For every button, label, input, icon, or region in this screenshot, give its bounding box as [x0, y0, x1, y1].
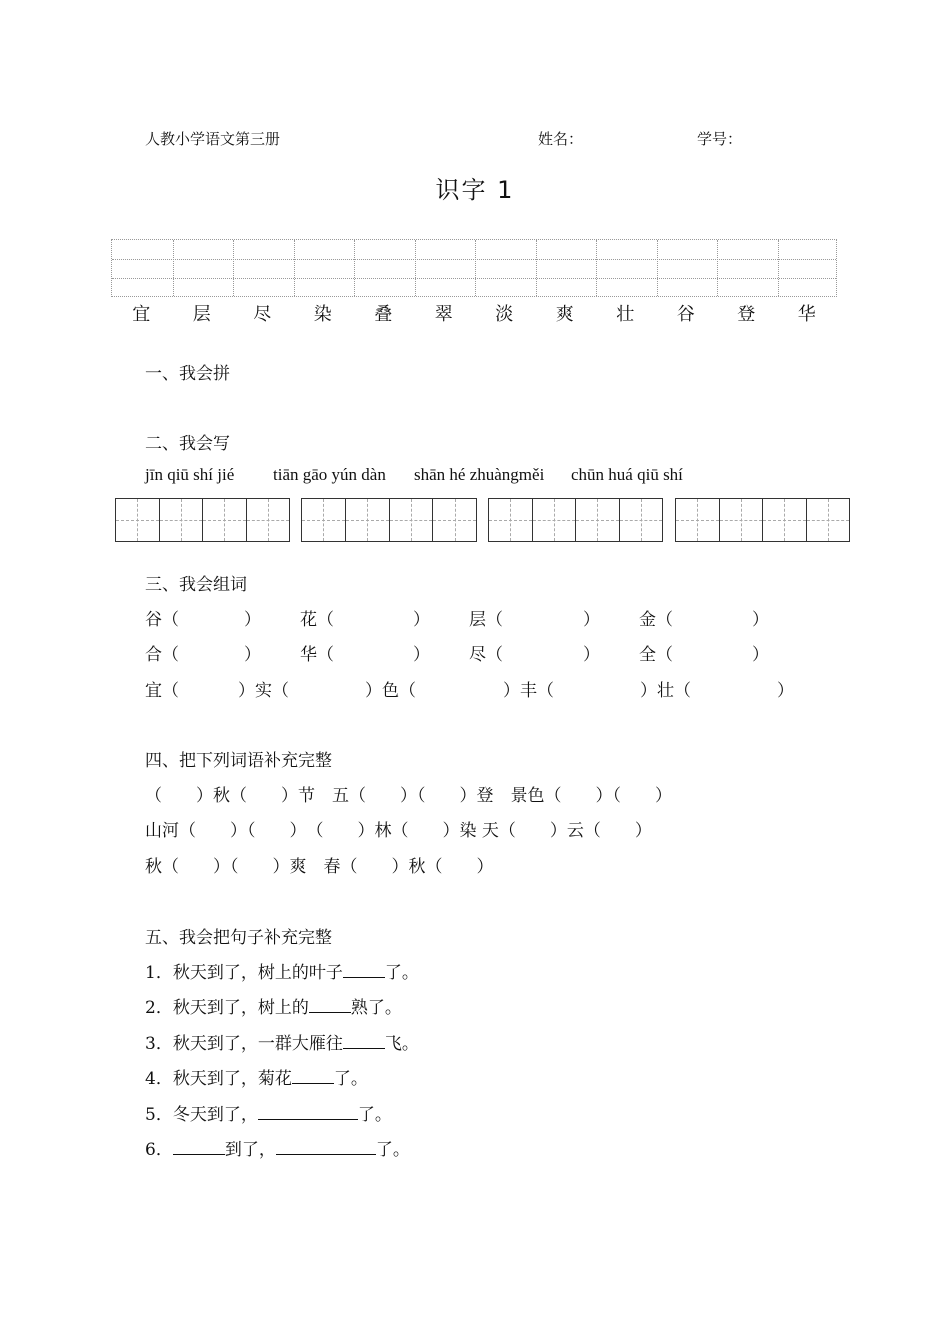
sentence-item [145, 1064, 368, 1089]
word-prompt: 宜（ [145, 681, 179, 701]
writing-cell[interactable] [202, 499, 246, 541]
word-prompt: 尽（ [469, 645, 503, 665]
writing-cell[interactable] [676, 499, 719, 541]
word-paren-close: ） [413, 645, 430, 665]
character: 华 [797, 304, 816, 325]
sentence-text: 熟了。 [350, 998, 402, 1018]
page-title: 识字 1 [435, 176, 515, 204]
character: 登 [737, 304, 756, 325]
section-3-heading: 三、我会组词 [145, 575, 247, 595]
sentence-text: 了。 [384, 963, 419, 983]
answer-blank[interactable] [343, 1032, 385, 1049]
character: 淡 [495, 304, 514, 325]
word-paren-close: ） [583, 610, 600, 630]
item-number: 3． [145, 1034, 173, 1054]
fill-in-row: （ ）秋（ ）节 五（ ）（ ）登 景色（ ）（ ） [145, 786, 672, 806]
character: 尽 [253, 304, 272, 325]
writing-cell[interactable] [302, 499, 345, 541]
writing-cell[interactable] [762, 499, 806, 541]
sentence-item [145, 1135, 410, 1160]
answer-blank[interactable] [173, 1138, 225, 1155]
item-number: 5． [145, 1105, 173, 1125]
student-id-label: 学号： [697, 130, 743, 148]
character: 谷 [676, 304, 695, 325]
writing-cell[interactable] [116, 499, 159, 541]
writing-cell[interactable] [159, 499, 203, 541]
item-number: 1． [145, 963, 173, 983]
sentence-text: 秋天到了，菊花 [172, 1069, 292, 1089]
character: 宜 [132, 304, 151, 325]
character: 层 [192, 304, 211, 325]
word-prompt: ）色（ [365, 681, 416, 701]
sentence-item [145, 958, 419, 983]
writing-cell[interactable] [489, 499, 532, 541]
writing-cell[interactable] [432, 499, 476, 541]
answer-blank[interactable] [343, 961, 385, 978]
sentence-text: 了。 [375, 1140, 410, 1160]
book-title: 人教小学语文第三册 [145, 130, 281, 148]
word-prompt: ）壮（ [640, 681, 691, 701]
writing-cell[interactable] [532, 499, 576, 541]
word-paren-close: ） [244, 610, 261, 630]
character: 翠 [434, 304, 453, 325]
sentence-text: 秋天到了，一群大雁往 [172, 1034, 343, 1054]
writing-cell[interactable] [345, 499, 389, 541]
character-row [111, 300, 837, 326]
writing-cell[interactable] [806, 499, 850, 541]
writing-cell[interactable] [719, 499, 763, 541]
section-4-heading: 四、把下列词语补充完整 [145, 751, 332, 771]
sentence-item [145, 993, 402, 1018]
word-prompt: 全（ [639, 645, 673, 665]
answer-blank[interactable] [258, 1103, 358, 1120]
word-prompt: 金（ [639, 610, 673, 630]
character: 叠 [374, 304, 393, 325]
writing-box-group[interactable] [115, 498, 290, 542]
character: 壮 [616, 304, 635, 325]
answer-blank[interactable] [292, 1067, 334, 1084]
word-paren-close: ） [244, 645, 261, 665]
word-prompt: ）实（ [238, 681, 289, 701]
answer-blank[interactable] [309, 996, 351, 1013]
writing-box-group[interactable] [301, 498, 477, 542]
sentence-text: 秋天到了，树上的 [172, 998, 309, 1018]
word-prompt: 谷（ [145, 610, 179, 630]
writing-box-group[interactable] [675, 498, 850, 542]
item-number: 4． [145, 1069, 173, 1089]
sentence-text: 了。 [357, 1105, 392, 1125]
word-prompt: 层（ [469, 610, 503, 630]
name-label: 姓名： [538, 130, 584, 148]
word-paren-close: ） [752, 645, 769, 665]
word-paren-close: ） [583, 645, 600, 665]
writing-cell[interactable] [619, 499, 663, 541]
word-paren-close: ） [777, 681, 794, 701]
pinyin-grid[interactable] [111, 239, 837, 297]
word-paren-close: ） [752, 610, 769, 630]
word-prompt: 花（ [300, 610, 334, 630]
pinyin-word: jīn qiū shí jié [145, 465, 235, 484]
answer-blank[interactable] [276, 1138, 376, 1155]
pinyin-word: chūn huá qiū shí [571, 465, 683, 484]
writing-cell[interactable] [246, 499, 290, 541]
word-prompt: ）丰（ [503, 681, 554, 701]
pinyin-word: shān hé zhuàngměi [414, 465, 545, 484]
character: 爽 [555, 304, 574, 325]
sentence-text: 了。 [333, 1069, 368, 1089]
sentence-item [145, 1100, 392, 1125]
item-number: 2． [145, 998, 173, 1018]
word-prompt: 华（ [300, 645, 334, 665]
word-prompt: 合（ [145, 645, 179, 665]
section-1-heading: 一、我会拼 [145, 364, 230, 384]
writing-cell[interactable] [575, 499, 619, 541]
sentence-text: 到了， [224, 1140, 276, 1160]
section-2-heading: 二、我会写 [145, 434, 230, 454]
sentence-item [145, 1029, 419, 1054]
writing-box-group[interactable] [488, 498, 663, 542]
word-paren-close: ） [413, 610, 430, 630]
section-5-heading: 五、我会把句子补充完整 [145, 928, 332, 948]
sentence-text: 秋天到了，树上的叶子 [172, 963, 343, 983]
fill-in-row: 秋（ ）（ ）爽 春（ ）秋（ ） [145, 857, 494, 877]
writing-cell[interactable] [389, 499, 433, 541]
sentence-text: 飞。 [384, 1034, 419, 1054]
sentence-text: 冬天到了， [172, 1105, 258, 1125]
fill-in-row: 山河（ ）（ ） （ ）林（ ）染 天（ ）云（ ） [145, 821, 652, 841]
character: 染 [313, 304, 332, 325]
item-number: 6． [145, 1140, 173, 1160]
pinyin-word: tiān gāo yún dàn [273, 465, 386, 484]
